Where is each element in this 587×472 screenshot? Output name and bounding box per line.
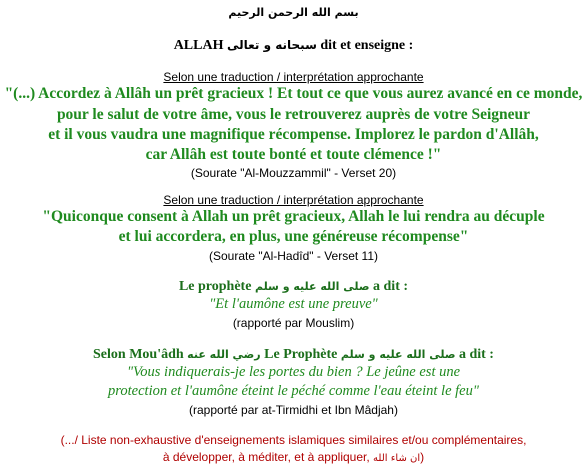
footer-arabic: ان شاء الله	[373, 453, 421, 464]
footer-line-1: (.../ Liste non-exhaustive d'enseignements islamiques similaires et/ou complémentaires,	[60, 433, 527, 447]
block2-line-1: "Quiconque consent à Allah un prêt gracieux, Allah le lui rendra au décuple	[42, 208, 545, 225]
block4-quote-line-2: protection et l'aumône éteint le péché comme l'eau éteint le feu"	[108, 383, 479, 399]
block4-title	[0, 347, 587, 363]
block4-arabic-2: صلى الله عليه و سلم	[340, 348, 456, 361]
block4-source: (rapporté par at-Tirmidhi et Ibn Mâdjah)	[189, 403, 398, 417]
block1-source: (Sourate "Al-Mouzzammil" - Verset 20)	[190, 166, 397, 180]
block4-quote-line-1: "Vous indiquerais-je les portes du bien ? Le jeûne est une	[126, 364, 461, 380]
intro-allah: ALLAH	[173, 38, 224, 53]
block3-quote: "Et l'aumône est une preuve"	[209, 296, 378, 312]
block4-arabic-1: رضي الله عنه	[187, 348, 261, 361]
block3-arabic: صلى الله عليه و سلم	[254, 280, 370, 293]
block1-line-4: car Allâh est toute bonté et toute clémence !"	[145, 146, 442, 163]
block1-line-2: pour le salut de votre âme, vous le retrouverez auprès de votre Seigneur	[56, 106, 531, 123]
block1-line-1: "(...) Accordez à Allâh un prêt gracieux ! Et tout ce que vous aurez avancé en ce monde,	[4, 85, 583, 102]
block2-line-2: et lui accordera, en plus, une généreuse récompense"	[118, 228, 469, 245]
block4-middle: Le Prophète	[264, 347, 338, 362]
block2-heading: Selon une traduction / interprétation approchante	[163, 193, 424, 207]
basmala: بسم الله الرحمن الرحيم	[228, 6, 359, 19]
block3-suffix: a dit :	[373, 279, 409, 294]
footer-close: )	[420, 450, 425, 464]
footer-line-2	[0, 450, 587, 464]
intro-rest: dit et enseigne :	[320, 38, 414, 53]
block1-line-3: et il vous vaudra une magnifique récompense. Implorez le pardon d'Allâh,	[48, 126, 539, 143]
block3-title	[0, 279, 587, 295]
block4-prefix: Selon Mou'âdh	[93, 347, 184, 362]
block2-source: (Sourate "Al-Hadîd" - Verset 11)	[208, 249, 379, 263]
intro-line	[0, 38, 587, 54]
intro-arabic: سبحانه و تعالى	[226, 38, 317, 52]
block3-source: (rapporté par Mouslim)	[232, 316, 355, 330]
block4-suffix: a dit :	[458, 347, 494, 362]
block1-heading: Selon une traduction / interprétation approchante	[163, 70, 424, 84]
footer-text: à développer, à méditer, et à appliquer,	[162, 450, 370, 464]
block3-prefix: Le prophète	[178, 279, 252, 294]
